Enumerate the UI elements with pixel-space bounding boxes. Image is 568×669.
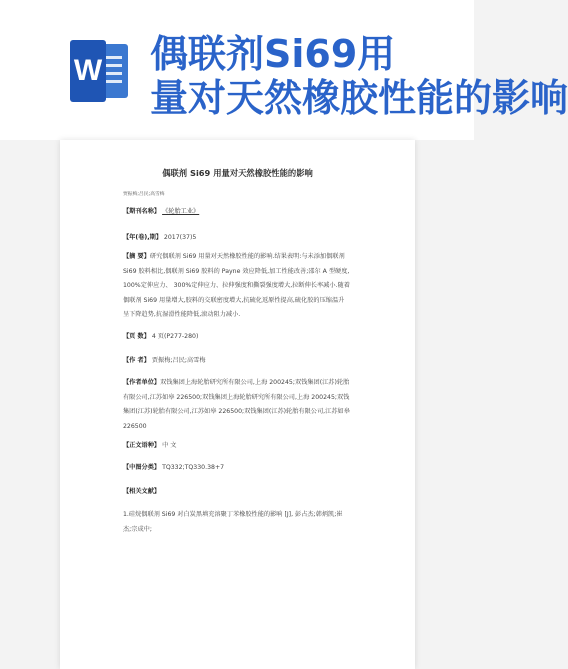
reference-line2: 杰;宗成中; [123,525,152,533]
year-label: 【年(卷),期】 [123,234,162,241]
abstract-label: 【摘 要】 [123,253,150,260]
abstract-block [123,250,366,323]
affiliation-label: 【作者单位】 [123,379,161,386]
journal-label: 【期刊名称】 [123,208,161,215]
language-label: 【正文语种】 [123,442,161,449]
authors-value: 贾振梅;吕民;高雪梅 [151,357,206,364]
reference-item [123,508,366,537]
abstract-line3: 100%定伸应力、 300%定伸应力、拉伸强度和撕裂强度增大,拉断伸长率减小.随着 [123,282,350,290]
word-icon-letter: W [70,40,106,102]
abstract-line1: 研究偶联剂 Si69 用量对天然橡胶性能的影响.结果表明:与未添加偶联剂 [149,253,345,260]
banner-title-line1: 偶联剂Si69用 [150,32,396,76]
banner-title-line2: 量对天然橡胶性能的影响 [150,76,568,120]
year-row [123,231,363,246]
authors-row [123,354,363,369]
word-icon [70,40,128,102]
classification-label: 【中图分类】 [123,464,161,471]
pages-label: 【页 数】 [123,333,150,340]
affiliation-line2: 有限公司,江苏如皋 226500;双钱集团上海轮胎研究所有限公司,上海 200245;双钱 [123,393,350,401]
abstract-line4: 偶联剂 Si69 用量增大,胶料的交联密度增大,抗硫化返原性提高,硫化胶的压缩温升 [123,296,345,304]
affiliation-line3: 集团(江苏)轮胎有限公司,江苏如皋 226500;双钱集团(江苏)轮胎有限公司,江苏如皋 [123,408,350,416]
affiliation-line1: 双钱集团上海轮胎研究所有限公司,上海 200245;双钱集团(江苏)轮胎 [160,379,350,386]
pages-row [123,330,363,345]
classification-row [123,461,363,476]
affiliation-line4: 226500 [123,422,147,430]
document-page [60,140,415,669]
abstract-line5: 呈下降趋势,抗湿滑性能降低,滚动阻力减小. [123,311,241,319]
authors-label: 【作 者】 [123,357,150,364]
references-label: 【相关文献】 [123,488,161,495]
affiliation-block [123,376,366,434]
reference-line1: 1.硅烷偶联剂 Si69 对白炭黑填充溶聚丁苯橡胶性能的影响 [J], 彭占杰;韩炳凯;崔 [123,511,343,518]
author-line: 贾振梅;吕民;高雪梅 [123,192,165,197]
year-value: 2017(37)5 [163,234,197,241]
banner-title [150,32,568,120]
document-title: 偶联剂 Si69 用量对天然橡胶性能的影响 [162,168,313,178]
classification-value: TQ332;TQ330.38+7 [162,464,225,471]
abstract-line2: Si69 胶料相比,偶联剂 Si69 胶料的 Payne 效应降低,加工性能改善;邵尔 A 型硬度, [123,267,350,275]
references-row [123,485,363,500]
banner [0,0,568,140]
language-value: 中 文 [162,442,177,449]
journal-row [123,205,363,220]
language-row [123,439,363,454]
pages-value: 4 页(P277-280) [151,333,199,340]
journal-link[interactable]: 《轮胎工业》 [162,208,200,215]
